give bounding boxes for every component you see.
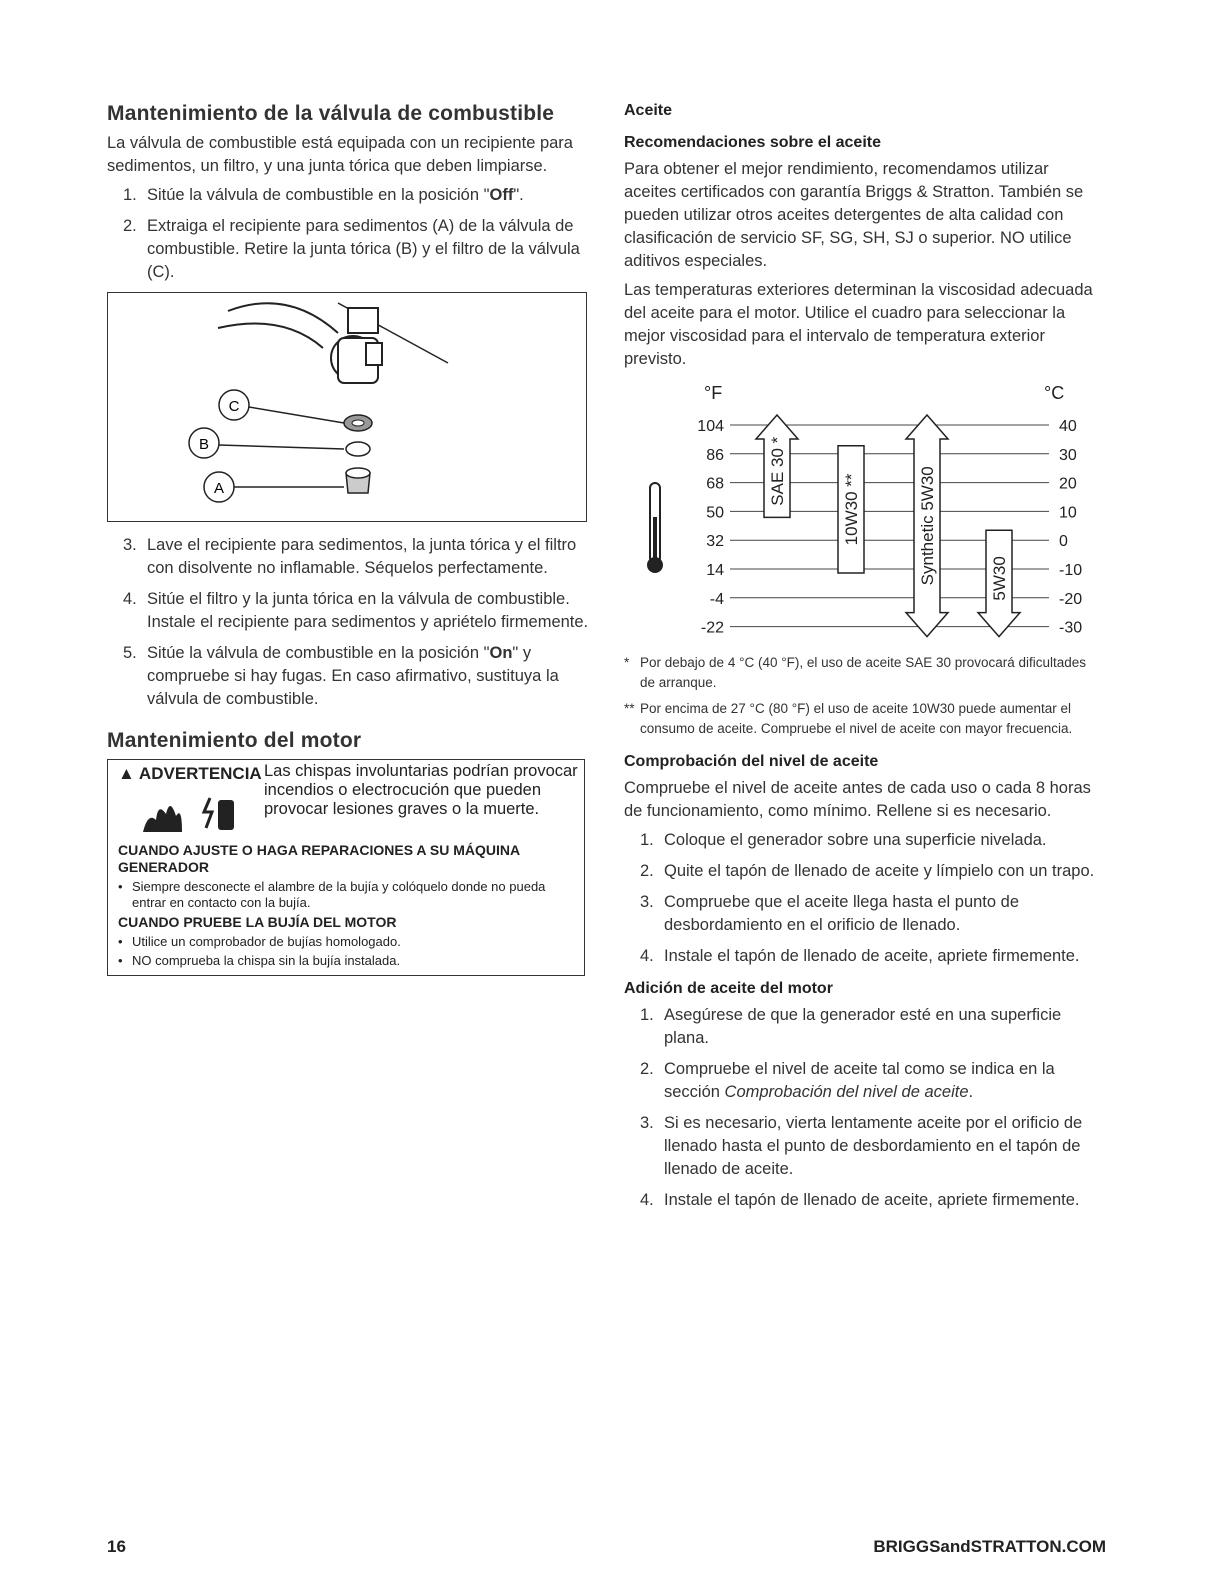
sae30-bar-label: SAE 30 * (768, 436, 787, 506)
list-item: 4. Instale el tapón de llenado de aceite, apriete firmemente. (640, 1191, 1080, 1209)
label-a: A (213, 480, 225, 497)
list-item: 4. Sitúe el filtro y la junta tórica en la válvula de combustible. Instale el recipiente para sedimentos y apriételo firmemente. (123, 590, 589, 631)
fire-shock-icon (138, 792, 248, 836)
warning-text: Las chispas involuntarias podrían provocar incendios o electrocución que pueden provocar lesiones graves o la muerte. (264, 762, 578, 818)
tick-label-c: -20 (1059, 590, 1083, 608)
tick-label-c: 30 (1059, 446, 1077, 464)
check-steps (624, 829, 1104, 968)
5w30-bar-label: 5W30 (990, 556, 1009, 601)
warning-label: ▲ ADVERTENCIA (118, 764, 262, 783)
list-item: 1. Sitúe la válvula de combustible en la posición "Off". (123, 186, 524, 204)
tick-label-f: -22 (700, 619, 724, 637)
synthetic-5w30-bar-label: Synthetic 5W30 (918, 466, 937, 586)
unit-c: °C (1044, 383, 1065, 403)
warning-item: • Utilice un comprobador de bujías homologado. (108, 934, 584, 950)
oil-title: Aceite (624, 102, 673, 119)
unit-f: °F (704, 383, 723, 403)
tick-label-f: 32 (706, 533, 724, 551)
tick-label-c: -10 (1059, 562, 1083, 579)
list-item: 2. Extraiga el recipiente para sedimentos (A) de la válvula de combustible. Retire la junta tórica (B) y el filtro de la válvula (C). (123, 217, 580, 281)
rec-title: Recomendaciones sobre el aceite (624, 134, 881, 151)
label-c: C (228, 398, 240, 415)
left-column (107, 102, 589, 976)
tick-label-f: 86 (706, 446, 724, 464)
fuel-valve-title: Mantenimiento de la válvula de combustible (107, 102, 555, 125)
add-title: Adición de aceite del motor (624, 980, 833, 997)
tick-label-f: 14 (706, 562, 724, 579)
warning-item: • NO comprueba la chispa sin la bujía instalada. (108, 953, 584, 969)
10w30-bar-label: 10W30 ** (842, 473, 861, 546)
fuel-valve-illustration (108, 293, 586, 521)
check-title: Comprobación del nivel de aceite (624, 753, 879, 770)
warning-box (107, 759, 585, 976)
footnote-1: * Por debajo de 4 °C (40 °F), el uso de aceite SAE 30 provocará dificultades de arranque. (624, 655, 1087, 690)
tick-label-f: -4 (709, 590, 724, 608)
list-item: 1. Coloque el generador sobre una superficie nivelada. (640, 831, 1047, 849)
engine-title: Mantenimiento del motor (107, 729, 362, 752)
tick-label-c: 0 (1059, 533, 1068, 551)
list-item: 3. Si es necesario, vierta lentamente aceite por el orificio de llenado hasta el punto de desbordamiento en el tapón de llenado de aceite. (640, 1114, 1083, 1178)
tick-label-f: 104 (697, 418, 724, 435)
fuel-valve-figure (107, 292, 587, 522)
tick-label-c: 10 (1059, 504, 1077, 522)
footnote-2: ** Por encima de 27 °C (80 °F) el uso de aceite 10W30 puede aumentar el consumo de aceite. Compruebe el nivel de aceite con mayor frecuencia. (624, 701, 1073, 736)
warning-sub-1: CUANDO AJUSTE O HAGA REPARACIONES A SU MÁQUINA GENERADOR (118, 842, 520, 875)
list-item: 3. Lave el recipiente para sedimentos, la junta tórica y el filtro con disolvente no inflamable. Séquelos perfectamente. (123, 536, 577, 577)
tick-label-c: -30 (1059, 619, 1083, 637)
list-item: 4. Instale el tapón de llenado de aceite, apriete firmemente. (640, 947, 1080, 965)
viscosity-chart (624, 377, 1094, 647)
tick-label-f: 68 (706, 475, 724, 493)
rec-paragraph-1: Para obtener el mejor rendimiento, recomendamos utilizar aceites certificados con garantía Briggs & Stratton. También se pueden utilizar otros aceites detergentes de alta calidad con clasificación de servicio SF, SG, SH, SJ o superior. NO utilice aditivos especiales. (624, 160, 1084, 270)
warning-sub-2: CUANDO PRUEBE LA BUJÍA DEL MOTOR (118, 914, 397, 930)
rec-paragraph-2: Las temperaturas exteriores determinan la viscosidad adecuada del aceite para el motor. Utilice el cuadro para seleccionar la mejor viscosidad para el intervalo de temperatura exterior previsto. (624, 281, 1093, 368)
add-steps (624, 1004, 1104, 1212)
tick-label-c: 20 (1059, 475, 1077, 493)
viscosity-chart-svg (624, 377, 1094, 647)
list-item: 2. Compruebe el nivel de aceite tal como se indica en la sección Comprobación del nivel de aceite. (640, 1060, 1055, 1101)
list-item: 1. Asegúrese de que la generador esté en una superficie plana. (640, 1006, 1062, 1047)
list-item: 2. Quite el tapón de llenado de aceite y límpielo con un trapo. (640, 862, 1095, 880)
fuel-steps-b (107, 534, 589, 711)
check-paragraph: Compruebe el nivel de aceite antes de cada uso o cada 8 horas de funcionamiento, como mínimo. Rellene si es necesario. (624, 779, 1091, 820)
list-item: 3. Compruebe que el aceite llega hasta el punto de desbordamiento en el orificio de llenado. (640, 893, 1019, 934)
tick-label-f: 50 (706, 504, 724, 522)
page-number: 16 (107, 1537, 126, 1556)
label-b: B (198, 436, 210, 453)
warning-triangle-icon: ▲ (118, 764, 135, 783)
tick-label-c: 40 (1059, 418, 1077, 435)
fuel-steps-a (107, 184, 589, 284)
right-column (624, 102, 1104, 1220)
list-item: 5. Sitúe la válvula de combustible en la posición "On" y compruebe si hay fugas. En caso afirmativo, sustituya la válvula de combustible. (123, 644, 559, 708)
fuel-valve-intro: La válvula de combustible está equipada con un recipiente para sedimentos, un filtro, y una junta tórica que deben limpiarse. (107, 134, 573, 175)
site-url: BRIGGSandSTRATTON.COM (873, 1537, 1106, 1556)
warning-item: • Siempre desconecte el alambre de la bujía y colóquelo donde no pueda entrar en contacto con la bujía. (108, 879, 584, 911)
